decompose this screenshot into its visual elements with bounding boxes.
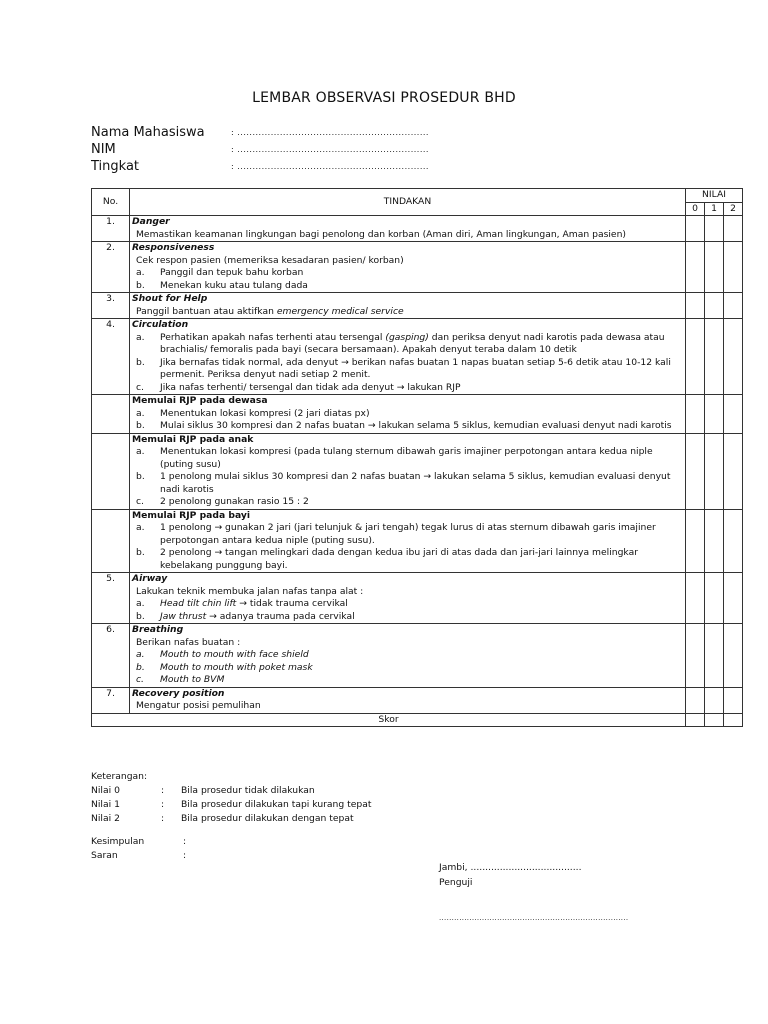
- score-cell[interactable]: [705, 293, 724, 319]
- row-number: 2.: [92, 242, 130, 293]
- item-marker: a.: [136, 598, 145, 609]
- item-text: Jika nafas terhenti/ tersengal dan tidak ada denyut → lakukan RJP: [160, 381, 461, 393]
- row-desc: Cek respon pasien (memeriksa kesadaran pasien/ korban): [136, 254, 404, 266]
- suggestion-label: Saran: [91, 850, 118, 861]
- row-desc: Mengatur posisi pemulihan: [136, 700, 261, 711]
- row-heading: Memulai RJP pada dewasa: [132, 395, 268, 406]
- table-row: [92, 216, 743, 242]
- item-text: Menekan kuku atau tulang dada: [160, 279, 308, 291]
- item-text: [160, 332, 683, 357]
- row-number: 5.: [92, 573, 130, 624]
- signature-block: [439, 860, 582, 890]
- score-cell[interactable]: [705, 713, 724, 727]
- note-item: [91, 798, 371, 812]
- row-action: [130, 624, 686, 688]
- table-row: [92, 687, 743, 713]
- score-cell[interactable]: [724, 687, 743, 713]
- item-text: Menentukan lokasi kompresi (2 jari diatas px): [160, 407, 370, 419]
- list-item: [132, 267, 683, 280]
- table-row: [92, 624, 743, 688]
- list-item: [132, 662, 683, 675]
- item-text: Menentukan lokasi kompresi (pada tulang sternum dibawah garis imajiner perpotongan antara kedua niple (puting susu): [160, 446, 653, 470]
- score-cell[interactable]: [724, 242, 743, 293]
- conclusion-row: [91, 835, 186, 849]
- item-marker: b.: [136, 279, 145, 291]
- item-marker: b.: [136, 610, 145, 622]
- list-item: [132, 611, 683, 624]
- row-number: 4.: [92, 319, 130, 395]
- score-cell[interactable]: [686, 573, 705, 624]
- item-text: Mouth to BVM: [160, 674, 225, 685]
- score-cell[interactable]: [724, 509, 743, 573]
- score-cell[interactable]: [686, 293, 705, 319]
- item-text: Mouth to mouth with face shield: [160, 649, 309, 660]
- score-cell[interactable]: [705, 319, 724, 395]
- score-cell[interactable]: [705, 216, 724, 242]
- signature-line[interactable]: ...........................................................................: [439, 914, 629, 922]
- item-text-part: → adanya trauma pada cervikal: [206, 610, 355, 622]
- item-text-part: → tidak trauma cervikal: [236, 598, 348, 609]
- identity-row-name: [91, 124, 429, 141]
- score-cell[interactable]: [724, 573, 743, 624]
- header-score-0: 0: [686, 202, 705, 216]
- row-number: [92, 433, 130, 509]
- identity-label: Tingkat: [91, 159, 140, 174]
- item-marker: c.: [136, 496, 144, 507]
- row-action: [130, 573, 686, 624]
- row-desc: Berikan nafas buatan :: [136, 636, 241, 648]
- score-cell[interactable]: [686, 687, 705, 713]
- table-row: [92, 293, 743, 319]
- item-text: [160, 611, 683, 624]
- row-action: [130, 216, 686, 242]
- item-text: Panggil dan tepuk bahu korban: [160, 267, 304, 278]
- score-cell[interactable]: [705, 509, 724, 573]
- suggestion-row: [91, 849, 186, 863]
- note-label: Nilai 1: [91, 799, 120, 810]
- score-cell[interactable]: [686, 624, 705, 688]
- table-row: [92, 573, 743, 624]
- note-text: Bila prosedur dilakukan tapi kurang tepat: [181, 799, 372, 810]
- table-row: [92, 509, 743, 573]
- note-sep: :: [161, 799, 165, 810]
- score-total-row: [92, 713, 743, 727]
- list-item: [132, 522, 683, 547]
- item-text-part: dan periksa denyut nadi karotis pada dewasa atau brachialis/ femoralis pada bayi (secara bersamaan). Apakah denyut teraba dalam 10 detik: [160, 331, 665, 355]
- row-number: [92, 509, 130, 573]
- suggestion-sep: :: [183, 850, 187, 861]
- list-item: [132, 280, 683, 293]
- desc-italic: emergency medical service: [276, 305, 404, 317]
- item-marker: b.: [136, 420, 145, 431]
- page-title: LEMBAR OBSERVASI PROSEDUR BHD: [252, 90, 516, 106]
- row-action: [130, 687, 686, 713]
- score-cell[interactable]: [724, 216, 743, 242]
- item-text-part: Perhatikan apakah nafas terhenti atau tersengal: [160, 331, 386, 343]
- identity-field[interactable]: : ...............................................................: [231, 128, 429, 137]
- identity-field[interactable]: : ...............................................................: [231, 162, 429, 171]
- header-no: No.: [92, 189, 130, 216]
- row-action: [130, 395, 686, 434]
- row-action: [130, 293, 686, 319]
- observation-table: [91, 188, 743, 727]
- item-marker: a.: [136, 407, 145, 419]
- note-text: Bila prosedur dilakukan dengan tepat: [181, 813, 354, 824]
- list-item: [132, 408, 683, 421]
- score-cell[interactable]: [724, 433, 743, 509]
- score-cell[interactable]: [686, 713, 705, 727]
- score-cell[interactable]: [705, 573, 724, 624]
- item-marker: c.: [136, 381, 144, 393]
- list-item: [132, 547, 683, 572]
- identity-field[interactable]: : ...............................................................: [231, 145, 429, 154]
- item-marker: a.: [136, 522, 145, 533]
- desc-text: Panggil bantuan atau aktifkan: [136, 305, 277, 317]
- score-cell[interactable]: [705, 687, 724, 713]
- score-cell[interactable]: [686, 319, 705, 395]
- item-text: [160, 598, 683, 611]
- note-item: [91, 784, 371, 798]
- item-text: 1 penolong mulai siklus 30 kompresi dan 2 nafas buatan → lakukan selama 5 siklus, kemudian evaluasi denyut nadi karotis: [160, 471, 671, 495]
- row-heading: Shout for Help: [132, 293, 208, 304]
- header-score: NILAI: [686, 189, 743, 203]
- row-action: [130, 433, 686, 509]
- note-item: [91, 812, 371, 826]
- row-desc: Memastikan keamanan lingkungan bagi penolong dan korban (Aman diri, Aman lingkungan, Aman pasien): [136, 228, 626, 240]
- list-item: [132, 471, 683, 496]
- item-text: 1 penolong → gunakan 2 jari (jari telunjuk & jari tengah) tegak lurus di atas sternum dibawah garis imajiner perpotongan antara kedua niple (puting susu).: [160, 522, 656, 546]
- score-cell[interactable]: [705, 395, 724, 434]
- score-cell[interactable]: [686, 242, 705, 293]
- signature-role: Penguji: [439, 877, 473, 888]
- conclusion-sep: :: [183, 836, 187, 847]
- item-text: 2 penolong gunakan rasio 15 : 2: [160, 496, 309, 507]
- item-marker: b.: [136, 471, 145, 482]
- score-cell[interactable]: [705, 624, 724, 688]
- score-cell[interactable]: [686, 395, 705, 434]
- score-cell[interactable]: [724, 624, 743, 688]
- row-number: 6.: [92, 624, 130, 688]
- conclusion-label: Kesimpulan: [91, 836, 145, 847]
- score-total-label: Skor: [92, 713, 686, 727]
- row-heading: Airway: [132, 573, 168, 584]
- table-row: [92, 319, 743, 395]
- note-label: Nilai 0: [91, 785, 120, 796]
- row-number: 1.: [92, 216, 130, 242]
- list-item: [132, 382, 683, 395]
- identity-row-level: [91, 158, 429, 175]
- item-marker: a.: [136, 267, 145, 278]
- identity-row-nim: [91, 141, 429, 158]
- identity-label: NIM: [91, 142, 116, 157]
- row-heading: Recovery position: [132, 687, 225, 699]
- item-marker: b.: [136, 356, 145, 368]
- row-action: [130, 242, 686, 293]
- item-text-italic: (gasping): [385, 331, 429, 343]
- score-cell[interactable]: [724, 713, 743, 727]
- score-cell[interactable]: [686, 433, 705, 509]
- note-sep: :: [161, 813, 165, 824]
- item-text-italic: Jaw thrust: [160, 610, 207, 622]
- conclusion-block: [91, 835, 186, 863]
- row-heading: Memulai RJP pada bayi: [132, 509, 250, 521]
- table-row: [92, 395, 743, 434]
- row-heading: Responsiveness: [132, 242, 215, 253]
- list-item: [132, 446, 683, 471]
- table-header-row: [92, 189, 743, 203]
- identity-label: Nama Mahasiswa: [91, 125, 205, 140]
- notes-block: [91, 770, 371, 826]
- row-desc: Lakukan teknik membuka jalan nafas tanpa alat :: [136, 585, 364, 597]
- row-desc: [132, 306, 683, 319]
- list-item: [132, 649, 683, 662]
- signature-place: Jambi, ......................................: [439, 862, 582, 873]
- notes-title: Keterangan:: [91, 771, 148, 782]
- item-marker: a.: [136, 446, 145, 457]
- score-cell[interactable]: [686, 216, 705, 242]
- note-sep: :: [161, 785, 165, 796]
- score-cell[interactable]: [724, 395, 743, 434]
- item-marker: c.: [136, 674, 144, 685]
- table-row: [92, 242, 743, 293]
- item-text: Mulai siklus 30 kompresi dan 2 nafas buatan → lakukan selama 5 siklus, kemudian evaluasi denyut nadi karotis: [160, 420, 672, 431]
- row-number: [92, 395, 130, 434]
- score-cell[interactable]: [705, 242, 724, 293]
- item-text: Jika bernafas tidak normal, ada denyut → berikan nafas buatan 1 napas buatan setiap 5-6 detik atau 10-12 kali permenit. Periksa denyut nadi setiap 2 menit.: [160, 356, 671, 380]
- row-heading: Circulation: [132, 319, 189, 330]
- item-marker: b.: [136, 547, 145, 558]
- header-score-1: 1: [705, 202, 724, 216]
- item-marker: b.: [136, 661, 145, 673]
- list-item: [132, 357, 683, 382]
- header-action: TINDAKAN: [130, 189, 686, 216]
- list-item: [132, 496, 683, 509]
- list-item: [132, 598, 683, 611]
- row-number: 3.: [92, 293, 130, 319]
- list-item: [132, 674, 683, 687]
- row-action: [130, 509, 686, 573]
- score-cell[interactable]: [705, 433, 724, 509]
- header-score-2: 2: [724, 202, 743, 216]
- identity-block: [91, 124, 429, 175]
- note-label: Nilai 2: [91, 813, 120, 824]
- note-text: Bila prosedur tidak dilakukan: [181, 785, 315, 796]
- score-cell[interactable]: [724, 319, 743, 395]
- item-text: Mouth to mouth with poket mask: [160, 661, 313, 673]
- row-heading: Memulai RJP pada anak: [132, 433, 254, 445]
- list-item: [132, 332, 683, 357]
- item-marker: a.: [136, 649, 145, 660]
- row-number: 7.: [92, 687, 130, 713]
- item-marker: a.: [136, 331, 145, 343]
- row-heading: Breathing: [132, 624, 184, 635]
- item-text-italic: Head tilt chin lift: [160, 598, 237, 609]
- item-text: 2 penolong → tangan melingkari dada dengan kedua ibu jari di atas dada dan jari-jari lainnya melingkar kebelakang punggung bayi.: [160, 547, 638, 571]
- list-item: [132, 420, 683, 433]
- score-cell[interactable]: [724, 293, 743, 319]
- row-heading: Danger: [132, 216, 170, 227]
- score-cell[interactable]: [686, 509, 705, 573]
- row-action: [130, 319, 686, 395]
- table-row: [92, 433, 743, 509]
